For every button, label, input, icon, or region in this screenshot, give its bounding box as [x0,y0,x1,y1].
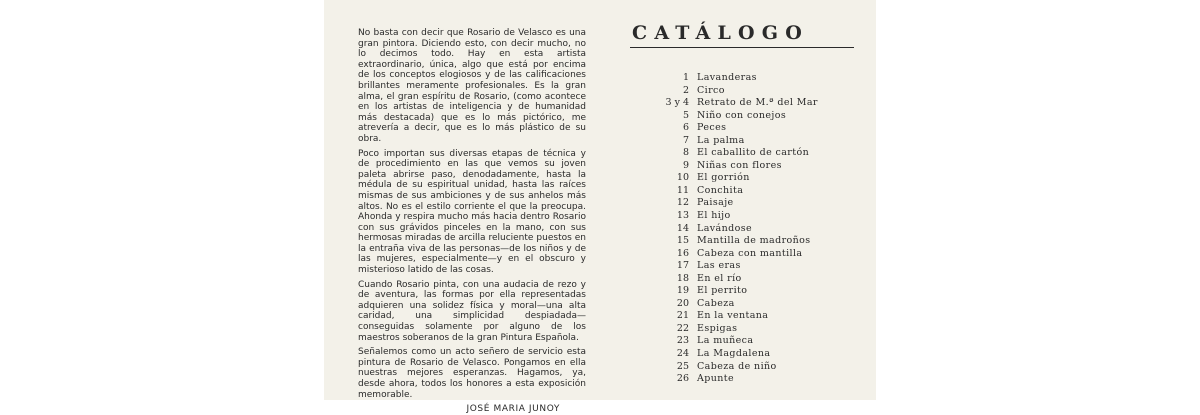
catalog-item-number: 10 [676,172,689,184]
catalog-item-number: 6 [682,122,689,134]
catalog-item-number: 12 [676,197,689,209]
catalog-item-number: 15 [676,235,689,247]
catalog-item-number: 25 [676,360,689,372]
catalog-item-number: 7 [682,134,689,146]
catalog-item [630,122,856,135]
catalog-item [630,160,856,173]
catalog-item-title: Retrato de M.ª del Mar [697,97,818,109]
catalog-item [630,260,856,273]
catalog-item-title: Niño con conejos [697,109,787,121]
catalog-item [630,298,856,311]
catalog-item [630,235,856,248]
catalog-item [630,97,856,110]
catalog-item-title: La Magdalena [697,348,771,360]
catalog-item-number: 5 [682,109,689,121]
catalog-item [630,147,856,160]
catalog-item [630,348,856,361]
essay-paragraph: No basta con decir que Rosario de Velasco es una gran pintora. Diciendo esto, con decir mucho, no lo decimos todo. Hay en esta artista extraordinario, única, algo que está por encima de los conceptos elogiosos y de las calificaciones brillantes meramente profesionales. Es la gran alma, el gran espíritu de Rosario, (como acontece en los artistas de inteligencia y de humanidad más destacada) que es lo más pictórico, me atrevería a decir, que es lo más plástico de su obra. [358,28,586,144]
catalog-item-title: El hijo [697,210,731,222]
catalog-item-number: 26 [676,373,689,385]
catalog-item-title: Cabeza [697,297,735,309]
catalog-item-title: Cabeza con mantilla [697,247,803,259]
catalog-item-number: 16 [676,247,689,259]
catalog-spread [324,0,876,415]
catalog-item [630,285,856,298]
catalog-item-title: Niñas con flores [697,159,782,171]
essay-paragraph: Cuando Rosario pinta, con una audacia de rezo y de aventura, las formas por ella representadas adquieren una solidez física y moral—una alta caridad, una simplicidad despiadada—conseguidas solamente por alguno de los maestros soberanos de la gran Pintura Española. [358,279,586,343]
catalog-column [630,22,856,386]
catalog-item-number: 23 [676,335,689,347]
catalog-item [630,85,856,98]
catalog-item-title: Lavanderas [697,72,757,83]
catalog-item-title: Circo [697,84,725,96]
catalog-item-title: Conchita [697,184,744,196]
catalog-item-number: 2 [682,84,689,96]
catalog-item-number: 18 [676,272,689,284]
catalog-item [630,72,856,85]
catalog-item-title: Mantilla de madroños [697,235,811,247]
catalog-item-title: La muñeca [697,335,754,347]
catalog-item-number: 1 [682,72,689,83]
catalog-item [630,373,856,386]
catalog-item-title: La palma [697,134,745,146]
catalog-item-title: Apunte [697,373,735,385]
catalog-list [630,72,856,386]
catalog-item [630,310,856,323]
catalog-item-number: 24 [676,348,689,360]
catalog-item [630,197,856,210]
catalog-item [630,172,856,185]
catalog-item-number: 3 y 4 [665,97,689,109]
catalog-item-title: Paisaje [697,197,734,209]
catalog-item-title: Espigas [697,322,738,334]
catalog-item [630,210,856,223]
catalog-item-title: Peces [697,122,727,134]
catalog-item [630,335,856,348]
catalog-item-title: Lavándose [697,222,753,234]
catalog-item-number: 22 [676,322,689,334]
catalog-item-number: 8 [682,147,689,159]
catalog-item-title: En la ventana [697,310,769,322]
catalog-item [630,361,856,374]
title-rule [630,47,854,48]
catalog-item-title: El caballito de cartón [697,147,810,159]
essay-paragraph: Poco importan sus diversas etapas de técnica y de procedimiento en las que vemos su joven paleta abrirse paso, denodadamente, hasta la médula de su espiritual unidad, hasta las raíces mismas de sus ambiciones y de sus anhelos más altos. No es el estilo corriente el que la preocupa. Ahonda y respira mucho más hacia dentro Rosario con sus grávidos pinceles en la mano, con sus hermosas miradas de arcilla reluciente puestos en la entraña viva de las personas—de los niños y de las mujeres, especialmente—y en el obscuro y misterioso latido de las cosas. [358,148,586,276]
catalog-item-title: El perrito [697,285,748,297]
catalog-item [630,110,856,123]
essay-column [358,28,586,415]
catalog-item [630,223,856,236]
catalog-item-number: 11 [676,184,689,196]
catalog-item-title: Las eras [697,260,741,272]
catalog-item [630,185,856,198]
catalog-item-number: 21 [676,310,689,322]
catalog-item-number: 17 [676,260,689,272]
catalog-item-number: 9 [682,159,689,171]
catalog-item-title: El gorrión [697,172,750,184]
catalog-item [630,273,856,286]
catalog-item-number: 13 [676,210,689,222]
essay-paragraph: Señalemos como un acto señero de servicio esta pintura de Rosario de Velasco. Pongamos en ella nuestras mejores esperanzas. Hagamos, ya, desde ahora, todos los honores a esta exposición memorable. [358,347,586,400]
catalog-title: CATÁLOGO [632,22,809,44]
catalog-item-title: En el río [697,272,742,284]
catalog-item-title: Cabeza de niño [697,360,777,372]
catalog-item [630,323,856,336]
catalog-item [630,135,856,148]
catalog-item [630,248,856,261]
catalog-item-number: 19 [676,285,689,297]
author-signature: JOSÉ MARIA JUNOY [466,404,560,415]
catalog-item-number: 14 [676,222,689,234]
catalog-item-number: 20 [676,297,689,309]
